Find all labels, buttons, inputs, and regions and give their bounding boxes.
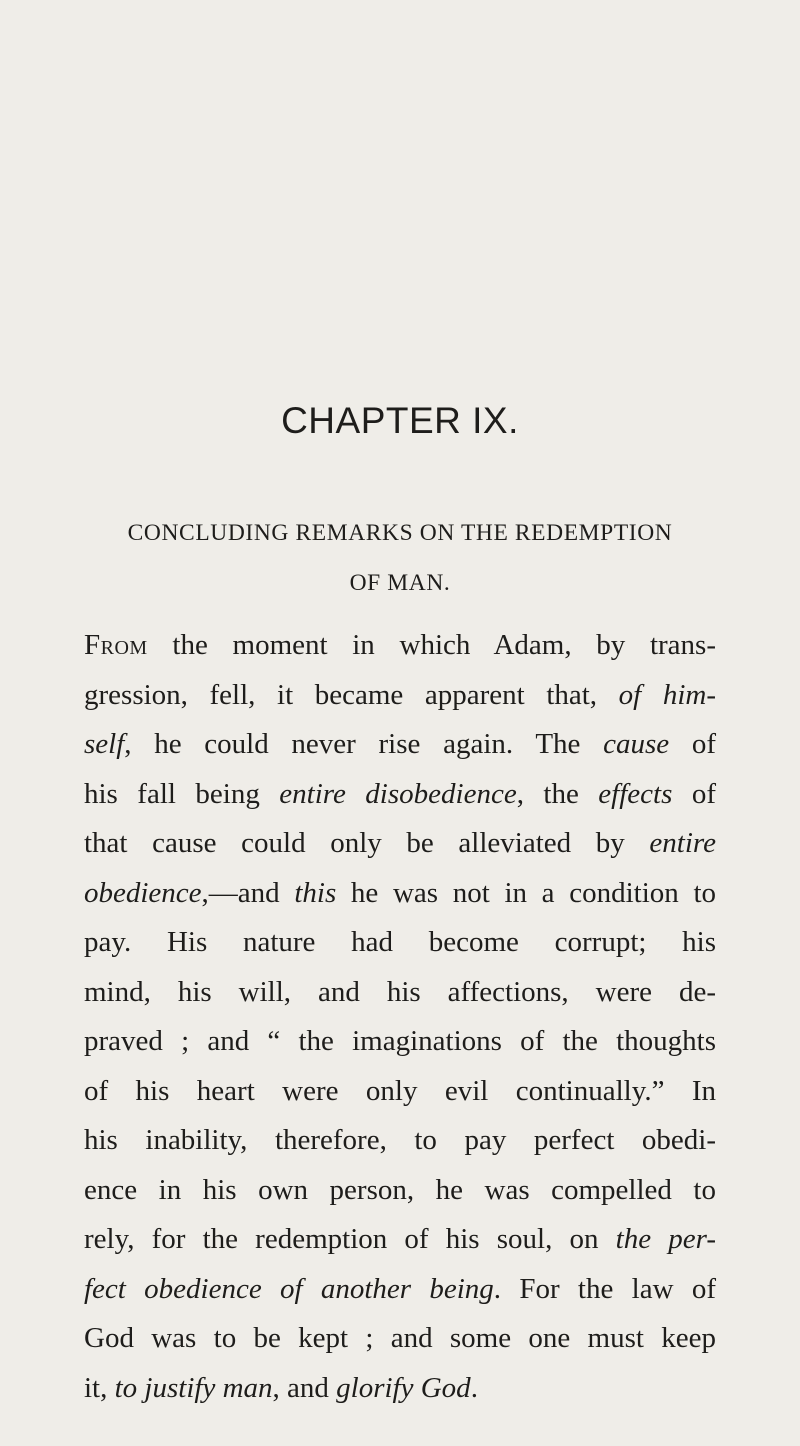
text-line	[84, 869, 716, 919]
text-run: , and	[272, 1371, 337, 1404]
text-run: he was not in a condition to	[336, 876, 716, 909]
italic-text: entire disobedience	[279, 777, 517, 810]
italic-text: fect obedience of another being	[84, 1272, 494, 1305]
italic-text: the per-	[615, 1223, 716, 1255]
text-run: pay. His nature had become corrupt; his	[84, 926, 716, 958]
text-run: ence in his own person, he was compelled to	[84, 1173, 716, 1206]
text-run: it,	[84, 1371, 115, 1404]
text-run: of	[669, 728, 716, 760]
text-line	[84, 1067, 716, 1117]
text-run: , the	[516, 777, 599, 810]
text-line	[84, 1166, 716, 1216]
italic-text: entire	[649, 827, 716, 859]
text-run: , he could never rise again. The	[124, 728, 604, 760]
text-line	[84, 1265, 716, 1315]
text-line	[84, 621, 716, 671]
text-run: rely, for the redemption of his soul, on	[84, 1223, 616, 1255]
italic-text: obedience	[84, 876, 202, 909]
subtitle-line: OF MAN.	[349, 570, 451, 596]
text-run: gression, fell, it became apparent that,	[84, 678, 619, 711]
text-line	[84, 819, 716, 869]
text-line	[84, 1364, 716, 1414]
text-line	[84, 1116, 716, 1166]
text-line	[84, 770, 716, 820]
text-run: God was to be kept ; and some one must keep	[84, 1322, 716, 1354]
text-run: mind, his will, and his affections, were de-	[84, 975, 716, 1008]
italic-text: self	[84, 728, 125, 760]
text-run: praved ; and “ the imaginations of the thoughts	[84, 1025, 716, 1057]
italic-text: effects	[598, 777, 673, 810]
text-line	[84, 1314, 716, 1364]
text-run: his fall being	[84, 777, 280, 810]
text-run: ,—and	[201, 876, 295, 909]
chapter-subtitle	[40, 508, 760, 608]
chapter-title: CHAPTER IX.	[281, 400, 519, 441]
text-run	[215, 1372, 222, 1404]
subtitle-line: CONCLUDING REMARKS ON THE REDEMPTION	[127, 520, 673, 546]
text-run: his inability, therefore, to pay perfect obedi-	[84, 1124, 716, 1156]
italic-text: of him-	[618, 678, 716, 711]
italic-text: this	[294, 876, 337, 909]
italic-text: glorify God	[336, 1371, 471, 1404]
text-run: .	[470, 1371, 478, 1404]
italic-text: man	[222, 1371, 273, 1404]
small-caps-text: From	[84, 629, 148, 661]
text-line	[84, 968, 716, 1018]
italic-text: to justify	[114, 1371, 216, 1404]
text-line	[84, 1215, 716, 1265]
text-run: the moment in which Adam, by trans-	[147, 629, 716, 661]
italic-text: cause	[603, 728, 670, 760]
text-run: . For the law of	[493, 1272, 716, 1305]
text-run: of his heart were only evil continually.” In	[84, 1074, 716, 1107]
text-line	[84, 720, 716, 770]
text-line	[84, 1017, 716, 1067]
text-run: that cause could only be alleviated by	[84, 827, 650, 859]
text-line	[84, 918, 716, 968]
text-line	[84, 671, 716, 721]
chapter-body-paragraph	[84, 621, 716, 1413]
text-run: of	[672, 777, 716, 810]
